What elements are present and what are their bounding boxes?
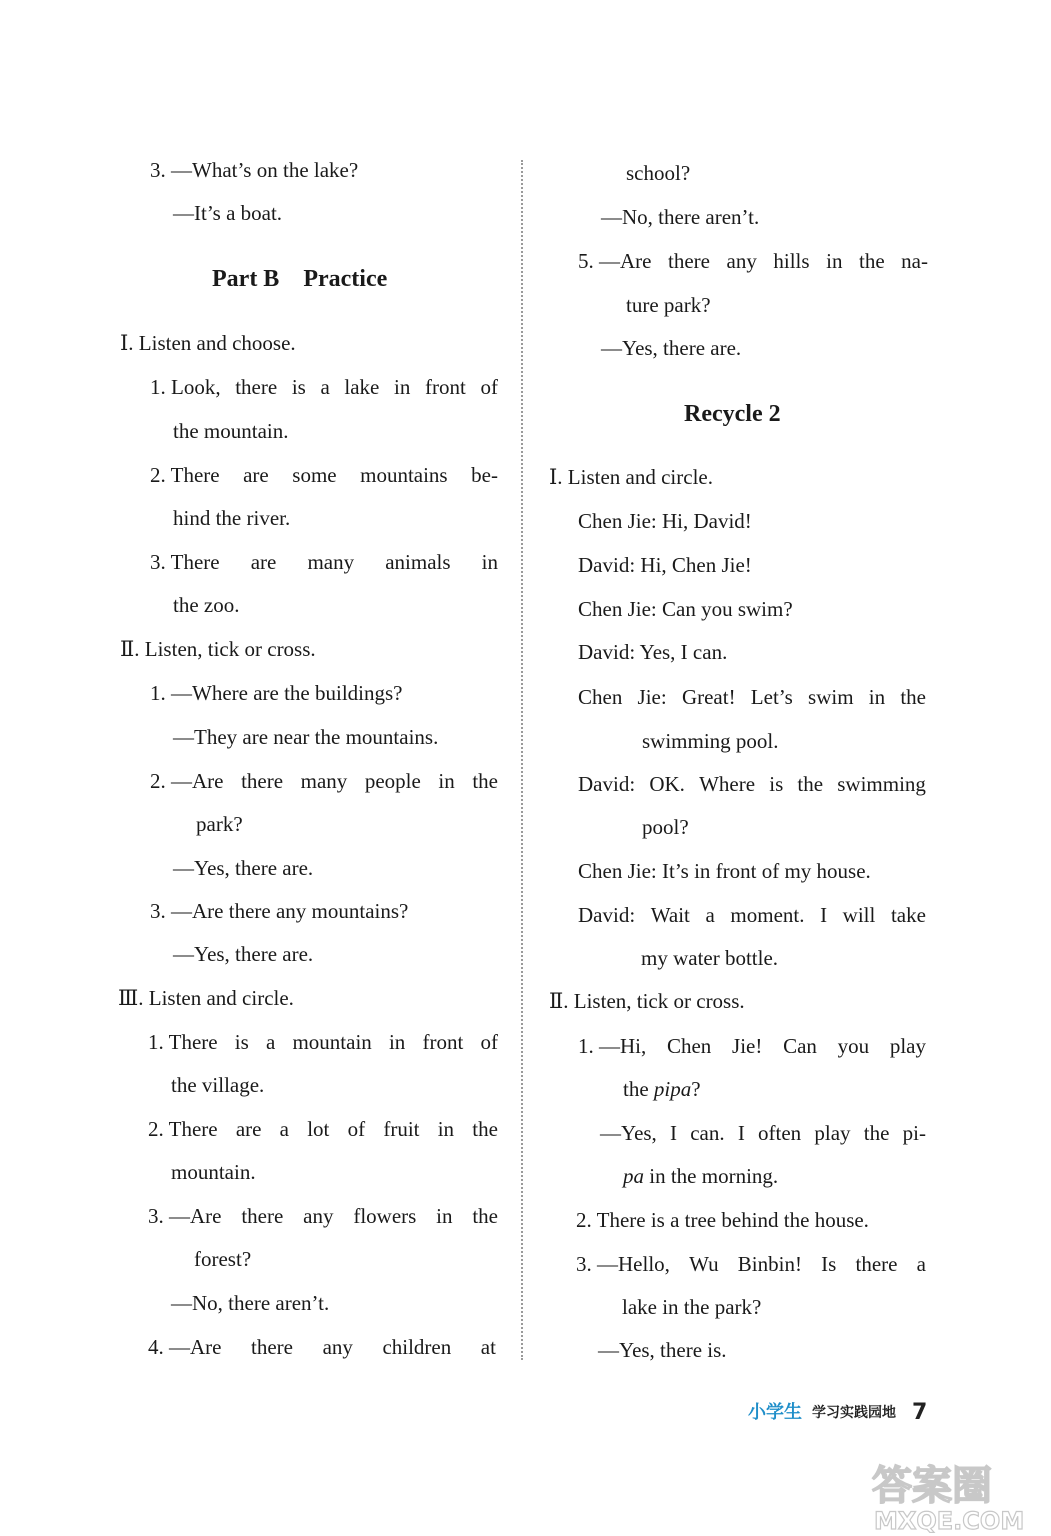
word: there <box>668 249 710 273</box>
word: the <box>472 1204 498 1228</box>
word: of <box>347 1117 366 1141</box>
text-line <box>148 1337 496 1358</box>
word: na- <box>901 249 928 273</box>
word: there <box>241 1204 284 1228</box>
word: play <box>889 1034 926 1058</box>
text-line <box>578 774 926 795</box>
word: Wu <box>689 1252 719 1276</box>
exercise-heading: Ⅱ. Listen, tick or cross. <box>549 989 745 1013</box>
word: 1. Look, <box>150 375 221 399</box>
text-line <box>148 1119 498 1140</box>
text-line: lake in the park? <box>622 1295 762 1319</box>
word: a <box>279 1117 289 1141</box>
word: there <box>251 1335 294 1359</box>
word: play <box>814 1121 851 1145</box>
svg-text:答案圈: 答案圈 <box>872 1463 992 1509</box>
text-line: park? <box>196 812 243 836</box>
word: is <box>234 1030 249 1054</box>
word: there <box>855 1252 898 1276</box>
word: are <box>235 1117 262 1141</box>
word: the <box>900 685 926 709</box>
text-line <box>148 1032 498 1053</box>
word: be- <box>471 463 498 487</box>
word: animals <box>385 550 451 574</box>
word: will <box>842 903 876 927</box>
word: swim <box>808 685 854 709</box>
word: Is <box>821 1252 837 1276</box>
word: are <box>243 463 269 487</box>
word: take <box>890 903 926 927</box>
text-line <box>150 771 498 792</box>
word: Great! <box>681 685 736 709</box>
word: a <box>916 1252 926 1276</box>
text-line: the pipa? <box>623 1077 701 1101</box>
word: at <box>480 1335 496 1359</box>
word: —Yes, <box>600 1121 657 1145</box>
word: Binbin! <box>737 1252 802 1276</box>
word: front <box>422 1030 464 1054</box>
word: Let’s <box>750 685 793 709</box>
word: in <box>438 769 455 793</box>
word: in <box>437 1117 455 1141</box>
word: Jie! <box>732 1034 763 1058</box>
word: Chen <box>666 1034 712 1058</box>
word: the <box>472 1117 498 1141</box>
word: 3. —Hello, <box>576 1252 670 1276</box>
word: of <box>480 375 498 399</box>
word: any <box>726 249 757 273</box>
footer-brand: 小学生 <box>748 1402 802 1423</box>
word: in <box>826 249 843 273</box>
watermark-logo <box>868 1455 1048 1533</box>
column-divider <box>521 160 523 1360</box>
word: a <box>705 903 715 927</box>
exercise-heading: Ⅰ. Listen and choose. <box>120 331 296 355</box>
word: 2. —Are <box>150 769 224 793</box>
word: 4. —Are <box>148 1335 222 1359</box>
word: can. <box>690 1121 725 1145</box>
word: I <box>820 903 828 927</box>
word: 3. —Are <box>148 1204 222 1228</box>
text-line: mountain. <box>171 1160 256 1184</box>
text-line <box>576 1254 926 1275</box>
text-line <box>578 1036 926 1057</box>
text-line: the village. <box>171 1073 265 1097</box>
text-line: 3. —What’s on the lake? <box>150 158 359 182</box>
word: in <box>436 1204 453 1228</box>
word: lot <box>307 1117 330 1141</box>
word: moment. <box>730 903 805 927</box>
word: Can <box>783 1034 817 1058</box>
word: flowers <box>353 1204 417 1228</box>
exercise-heading: Ⅲ. Listen and circle. <box>118 986 294 1010</box>
word: 1. —Hi, <box>578 1034 647 1058</box>
text-line: 2. There is a tree behind the house. <box>576 1208 869 1232</box>
text-line: 3. —Are there any mountains? <box>150 899 409 923</box>
word: David: <box>578 903 636 927</box>
word: in <box>868 685 886 709</box>
text-line: school? <box>626 161 691 185</box>
text-line: pool? <box>642 815 689 839</box>
text-line: —It’s a boat. <box>173 201 283 225</box>
word: there <box>241 769 284 793</box>
word: OK. <box>649 772 685 796</box>
word: in <box>394 375 411 399</box>
text-line: Chen Jie: Hi, David! <box>578 509 752 533</box>
word: often <box>758 1121 802 1145</box>
text-line: my water bottle. <box>641 946 779 970</box>
exercise-heading: Ⅰ. Listen and circle. <box>549 465 713 489</box>
word: 1. There <box>148 1030 218 1054</box>
word: Wait <box>650 903 690 927</box>
text-line: pa in the morning. <box>623 1164 779 1188</box>
svg-text:MXQE.COM: MXQE.COM <box>874 1507 1025 1533</box>
text-line <box>150 552 498 573</box>
text-line <box>578 251 928 272</box>
text-line: swimming pool. <box>642 729 779 753</box>
word: many <box>300 769 348 793</box>
text-line: —No, there aren’t. <box>601 205 760 229</box>
word: fruit <box>383 1117 420 1141</box>
word: a <box>320 375 330 399</box>
text-line: Chen Jie: It’s in front of my house. <box>578 859 871 883</box>
text-line: ture park? <box>626 293 711 317</box>
word: I <box>737 1121 745 1145</box>
word: of <box>480 1030 498 1054</box>
page-number: 7 <box>912 1400 928 1425</box>
word: swimming <box>837 772 926 796</box>
word: some <box>292 463 337 487</box>
text-line <box>150 377 498 398</box>
text-line: —Yes, there are. <box>601 336 742 360</box>
word: are <box>250 550 277 574</box>
word: mountain <box>292 1030 372 1054</box>
text-line <box>148 1206 498 1227</box>
word: is <box>769 772 784 796</box>
text-line <box>150 465 498 486</box>
text-line: 1. —Where are the buildings? <box>150 681 403 705</box>
word: 2. There <box>148 1117 218 1141</box>
word: any <box>322 1335 353 1359</box>
word: is <box>291 375 306 399</box>
word: Where <box>699 772 756 796</box>
word: you <box>837 1034 870 1058</box>
exercise-heading: Ⅱ. Listen, tick or cross. <box>120 637 316 661</box>
text-line: David: Yes, I can. <box>578 640 728 664</box>
text-line <box>600 1123 926 1144</box>
text-line: —They are near the mountains. <box>173 725 439 749</box>
text-line: David: Hi, Chen Jie! <box>578 553 752 577</box>
text-line: —Yes, there is. <box>598 1338 727 1362</box>
word: a <box>265 1030 276 1054</box>
text-line <box>578 905 926 926</box>
word: many <box>307 550 355 574</box>
word: 2. There <box>150 463 220 487</box>
text-line <box>578 687 926 708</box>
text-line: Chen Jie: Can you swim? <box>578 597 793 621</box>
section-heading-recycle-2: Recycle 2 <box>684 401 781 427</box>
text-line: the zoo. <box>173 593 240 617</box>
word: lake <box>344 375 380 399</box>
word: Chen <box>578 685 623 709</box>
word: there <box>235 375 278 399</box>
footer-subtitle: 学习实践园地 <box>812 1405 896 1421</box>
word: any <box>303 1204 334 1228</box>
word: children <box>382 1335 452 1359</box>
section-heading-part-b: Part B Practice <box>212 266 388 292</box>
text-line: hind the river. <box>173 506 291 530</box>
word: pi- <box>902 1121 926 1145</box>
word: 5. —Are <box>578 249 652 273</box>
text-line: —No, there aren’t. <box>171 1291 330 1315</box>
word: I <box>670 1121 678 1145</box>
word: the <box>797 772 824 796</box>
text-line: —Yes, there are. <box>173 942 314 966</box>
word: mountains <box>360 463 448 487</box>
word: the <box>472 769 498 793</box>
word: hills <box>773 249 810 273</box>
word: in <box>481 550 498 574</box>
word: in <box>388 1030 406 1054</box>
word: 3. There <box>150 550 220 574</box>
word: front <box>424 375 466 399</box>
text-line: —Yes, there are. <box>173 856 314 880</box>
word: people <box>364 769 421 793</box>
text-line: the mountain. <box>173 419 289 443</box>
word: the <box>858 249 885 273</box>
word: Jie: <box>637 685 667 709</box>
word: the <box>863 1121 890 1145</box>
word: David: <box>578 772 636 796</box>
text-line: forest? <box>194 1247 252 1271</box>
